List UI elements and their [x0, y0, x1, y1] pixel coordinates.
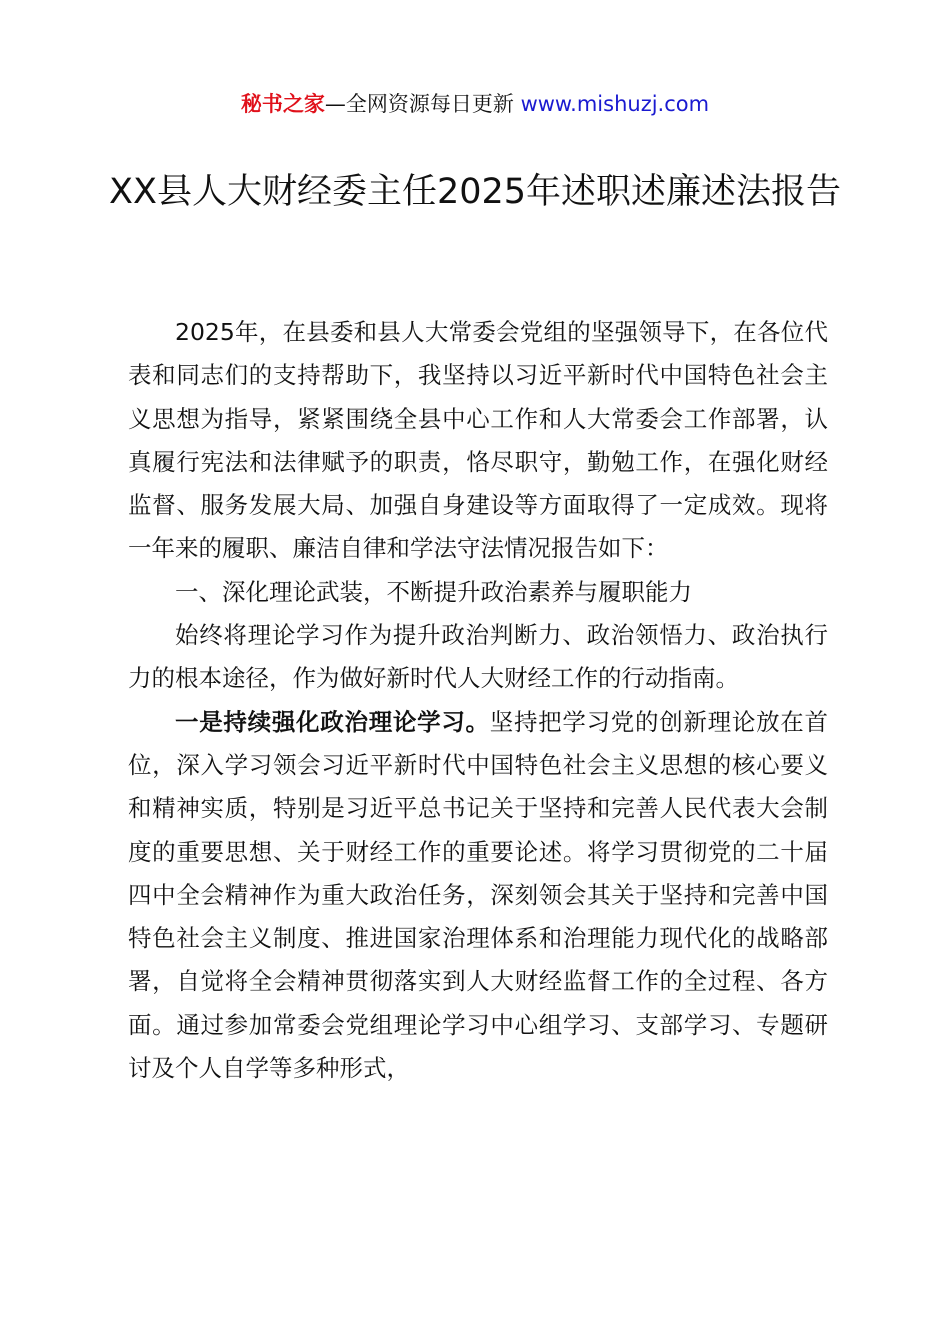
site-header: [0, 88, 950, 120]
paragraph-summary: [128, 614, 828, 701]
document-title: XX县人大财经委主任2025年述职述廉述法报告: [108, 172, 842, 212]
paragraph-intro: [128, 311, 828, 571]
site-url-link[interactable]: www.mishuzj.com: [520, 92, 710, 116]
paragraph-text: 2025年，在县委和县人大常委会党组的坚强领导下，在各位代表和同志们的支持帮助下，我坚持以习近平新时代中国特色社会主义思想为指导，紧紧围绕全县中心工作和人大常委会工作部署，认真履行宪法和法律赋予的职责，恪尽职守，勤勉工作，在强化财经监督、服务发展大局、加强自身建设等方面取得了一定成效。现将一年来的履职、廉洁自律和学法守法情况报告如下：: [128, 318, 828, 563]
section-heading: [128, 571, 828, 614]
paragraph-text: 一、深化理论武装，不断提升政治素养与履职能力: [175, 577, 692, 606]
paragraph-point-one: [128, 701, 828, 1091]
paragraph-lead: 一是持续强化政治理论学习。: [175, 707, 490, 736]
paragraph-text: 坚持把学习党的创新理论放在首位，深入学习领会习近平新时代中国特色社会主义思想的核心要义和精神实质，特别是习近平总书记关于坚持和完善人民代表大会制度的重要思想、关于财经工作的重要论述。将学习贯彻党的二十届四中全会精神作为重大政治任务，深刻领会其关于坚持和完善中国特色社会主义制度、推进国家治理体系和治理能力现代化的战略部署，自觉将全会精神贯彻落实到人大财经监督工作的全过程、各方面。通过参加常委会党组理论学习中心组学习、支部学习、专题研讨及个人自学等多种形式，: [128, 707, 828, 1083]
brand-name: 秘书之家: [240, 92, 325, 116]
header-slogan: —全网资源每日更新: [324, 92, 514, 116]
paragraph-text: 始终将理论学习作为提升政治判断力、政治领悟力、政治执行力的根本途径，作为做好新时代人大财经工作的行动指南。: [128, 621, 828, 693]
document-body: [128, 311, 828, 1090]
